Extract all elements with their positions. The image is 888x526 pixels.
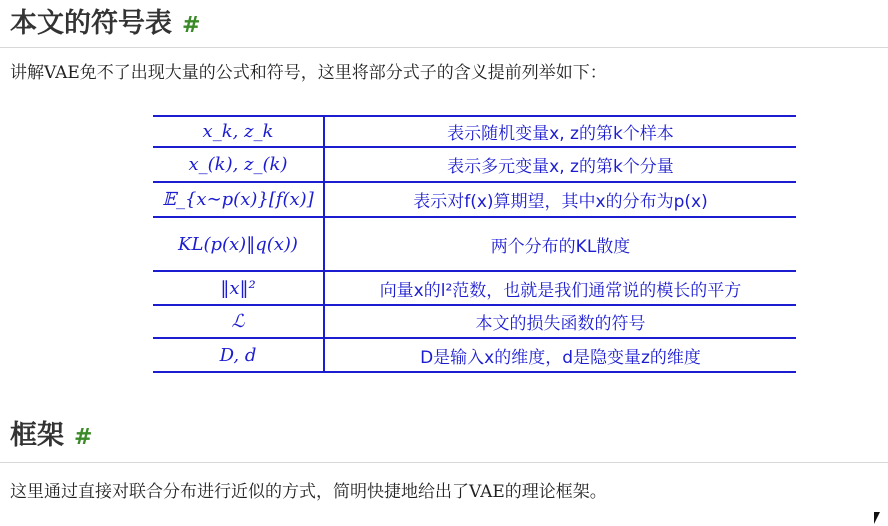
description-cell: D是输入x的维度，d是隐变量z的维度 [420, 347, 701, 368]
symbol-cell: x_k, z_k [153, 116, 324, 147]
symbol-table [153, 115, 796, 373]
heading-divider [0, 47, 888, 48]
section-title: 框架 [10, 420, 64, 451]
description-cell: 表示对f(x)算期望，其中x的分布为p(x) [413, 192, 708, 212]
heading-divider [0, 462, 888, 463]
section-heading-framework [10, 422, 92, 449]
heading-anchor-link[interactable]: # [182, 13, 201, 38]
description-cell: 本文的损失函数的符号 [475, 314, 646, 334]
description-cell: 表示随机变量x, z的第k个样本 [447, 124, 674, 144]
mouse-cursor-icon [874, 512, 880, 524]
symbol-cell: ℒ [153, 305, 324, 338]
table-row [153, 271, 796, 305]
table-row [153, 217, 796, 271]
framework-paragraph: 这里通过直接对联合分布进行近似的方式，简明快捷地给出了VAE的理论框架。 [10, 482, 607, 502]
heading-anchor-link[interactable]: # [74, 425, 93, 450]
table-row [153, 182, 796, 217]
symbol-cell: KL(p(x)‖q(x)) [153, 217, 324, 271]
symbol-cell: ‖x‖² [153, 271, 324, 305]
description-cell: 两个分布的KL散度 [490, 236, 631, 257]
symbol-cell: 𝔼_{x∼p(x)}[f(x)] [153, 182, 324, 217]
table-row [153, 305, 796, 338]
table-row [153, 338, 796, 372]
description-cell: 向量x的l²范数，也就是我们通常说的模长的平方 [379, 280, 742, 301]
symbol-cell: x_(k), z_(k) [153, 147, 324, 182]
section-heading-symbols [10, 10, 200, 37]
description-cell: 表示多元变量x, z的第k个分量 [447, 157, 674, 177]
intro-paragraph: 讲解VAE免不了出现大量的公式和符号，这里将部分式子的含义提前列举如下： [10, 63, 607, 83]
symbol-cell: D, d [153, 338, 324, 372]
section-title: 本文的符号表 [10, 8, 172, 39]
table-row [153, 147, 796, 182]
table-row [153, 116, 796, 147]
